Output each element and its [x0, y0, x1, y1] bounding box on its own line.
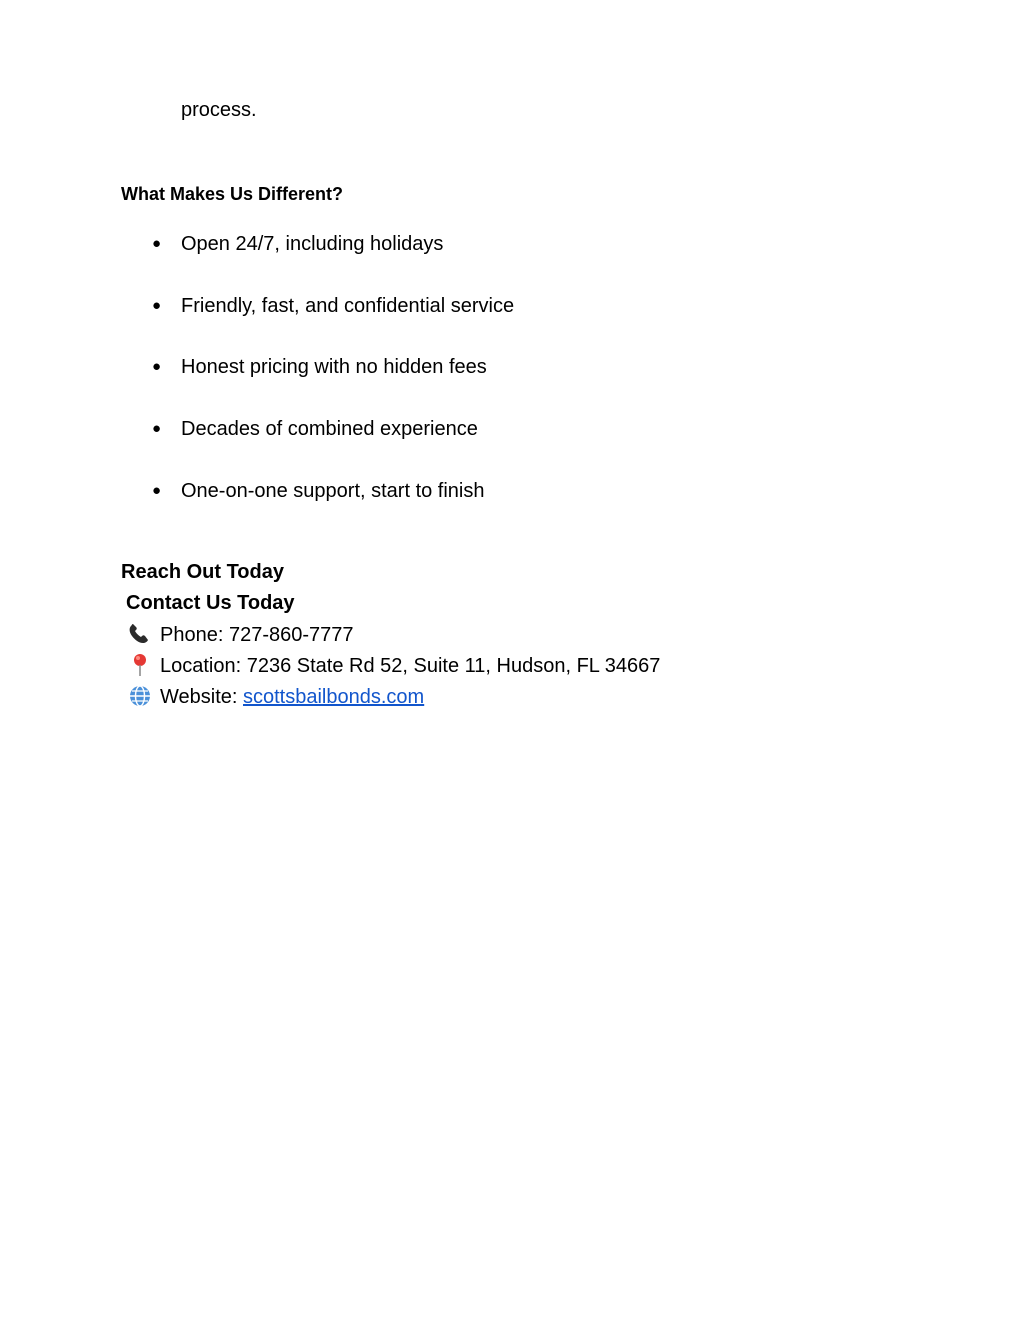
website-label: Website: [160, 686, 243, 708]
website-link[interactable]: scottsbailbonds.com [243, 686, 425, 708]
list-item-text: Open 24/7, including holidays [181, 233, 444, 255]
list-item [152, 294, 514, 318]
list-item [152, 232, 443, 256]
contact-website [126, 684, 424, 709]
globe-icon [126, 684, 154, 708]
bullet-dot: ● [152, 297, 162, 314]
continuation-text: process. [181, 99, 257, 121]
pin-icon [126, 653, 154, 677]
list-item-text: Decades of combined experience [181, 418, 478, 440]
bullet-dot: ● [152, 420, 162, 437]
list-item-text: One-on-one support, start to finish [181, 480, 485, 502]
list-item [152, 479, 485, 503]
bullet-dot: ● [152, 358, 162, 375]
contact-location [126, 653, 660, 678]
contact-heading: Contact Us Today [126, 592, 295, 614]
location-value: 7236 State Rd 52, Suite 11, Hudson, FL 34667 [246, 655, 661, 677]
location-label: Location: [160, 655, 247, 677]
list-item-text: Friendly, fast, and confidential service [181, 295, 515, 317]
phone-icon [126, 622, 154, 646]
list-item [152, 417, 478, 441]
bullet-dot: ● [152, 235, 162, 252]
contact-phone [126, 622, 354, 647]
phone-label: Phone: [160, 624, 229, 646]
phone-value: 727-860-7777 [228, 624, 354, 646]
bullet-dot: ● [152, 482, 162, 499]
list-item-text: Honest pricing with no hidden fees [181, 356, 487, 378]
differences-heading: What Makes Us Different? [121, 184, 344, 204]
reach-out-heading: Reach Out Today [121, 561, 284, 583]
list-item [152, 355, 487, 379]
